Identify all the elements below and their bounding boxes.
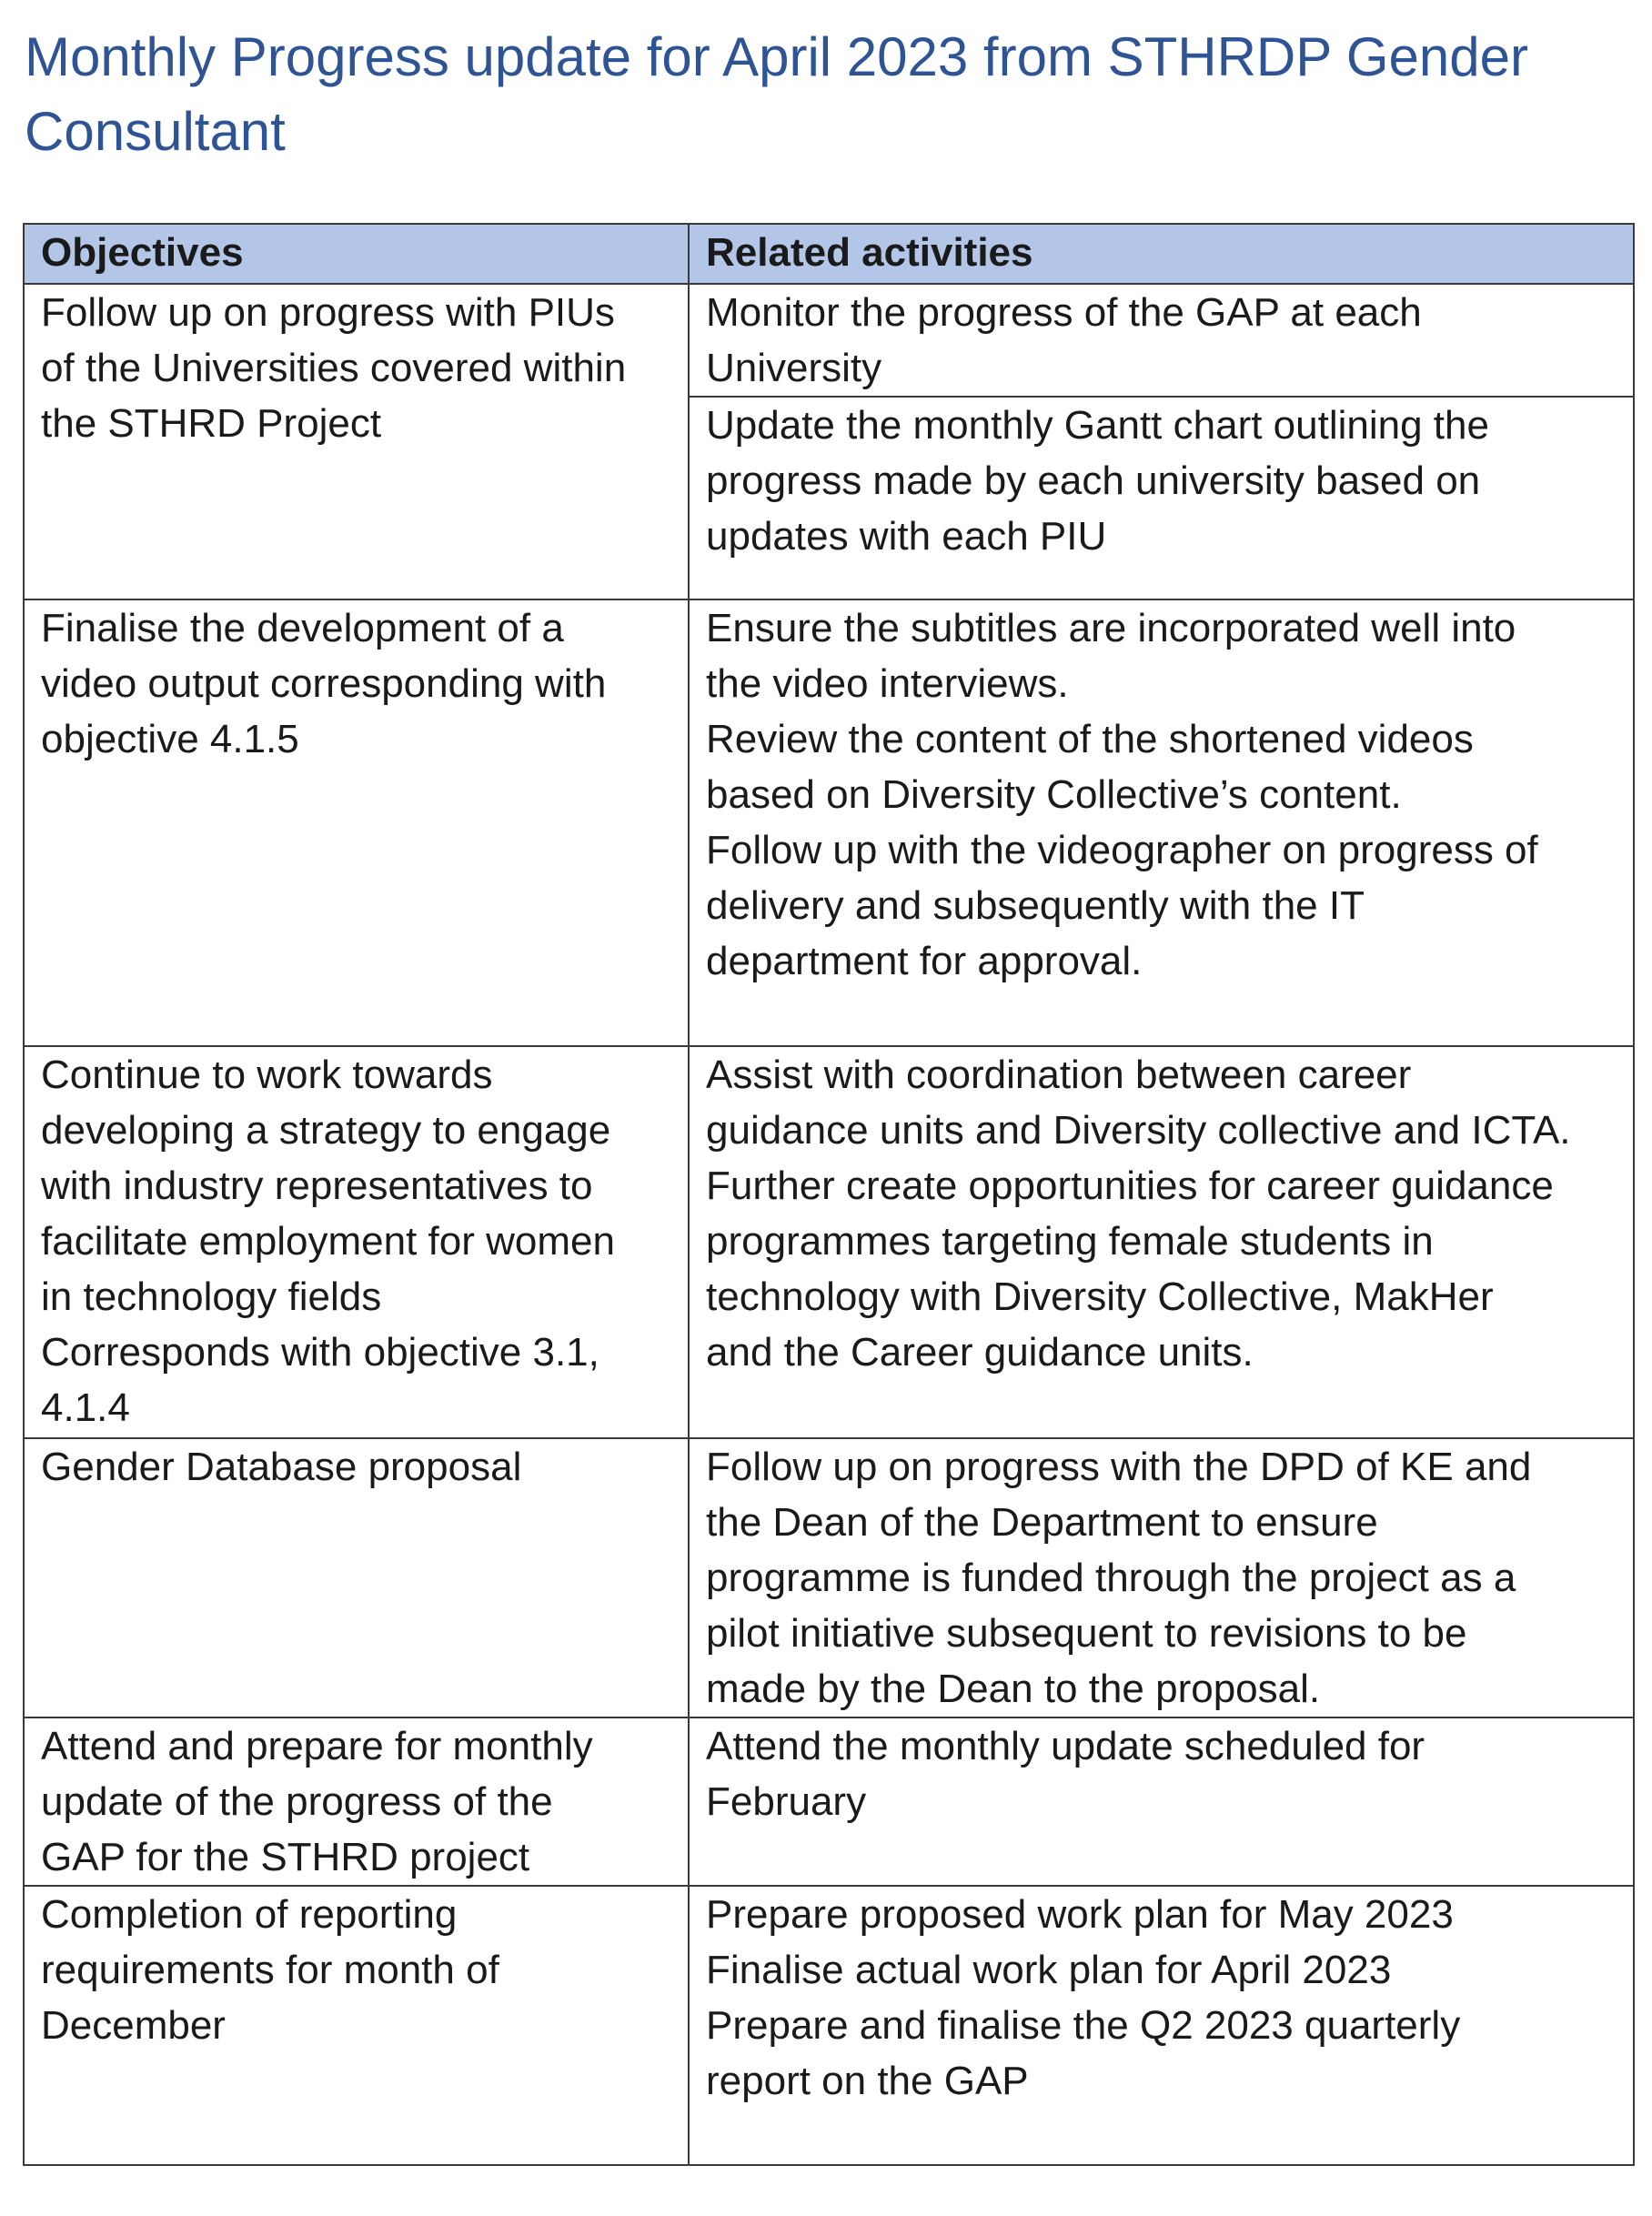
- activity-item: [706, 822, 1617, 989]
- activity-line: Ensure the subtitles are incorporated well into: [706, 606, 1516, 650]
- objective-line: Corresponds with objective 3.1,: [41, 1330, 599, 1375]
- objective-line: Follow up on progress with PIUs: [41, 290, 615, 335]
- objective-line: in technology fields: [41, 1274, 382, 1319]
- objective-line: requirements for month of: [41, 1948, 499, 1992]
- objective-line: December: [41, 2003, 226, 2048]
- activity-item: [706, 1439, 1617, 1717]
- objective-line: Attend and prepare for monthly: [41, 1724, 593, 1768]
- objective-cell: [24, 599, 689, 1046]
- objective-line: GAP for the STHRD project: [41, 1835, 530, 1879]
- page-title: [25, 20, 1607, 169]
- progress-table-container: [23, 223, 1633, 2166]
- activities-cell: [689, 1886, 1634, 2165]
- objective-line: Completion of reporting: [41, 1892, 458, 1937]
- activities-cell: [689, 1717, 1634, 1886]
- activity-line: University: [706, 346, 882, 390]
- objective-line: update of the progress of the: [41, 1779, 553, 1824]
- activity-line: Follow up with the videographer on progress of: [706, 828, 1538, 872]
- objective-line: of the Universities covered within: [41, 346, 627, 390]
- activity-line: Review the content of the shortened videos: [706, 717, 1474, 761]
- activity-line: Attend the monthly update scheduled for: [706, 1724, 1425, 1768]
- header-related-activities: Related activities: [689, 224, 1634, 284]
- table-row: [24, 284, 1634, 599]
- activity-line: based on Diversity Collective’s content.: [706, 772, 1402, 817]
- activity-item: [706, 1718, 1617, 1829]
- table-row: [24, 1886, 1634, 2165]
- page-title-line: Consultant: [25, 101, 286, 162]
- objective-cell: [24, 1438, 689, 1717]
- header-objectives: Objectives: [24, 224, 689, 284]
- objective-line: developing a strategy to engage: [41, 1108, 611, 1153]
- activity-line: made by the Dean to the proposal.: [706, 1667, 1321, 1711]
- activity-subcell: [690, 396, 1633, 564]
- activity-line: technology with Diversity Collective, MakHer: [706, 1274, 1494, 1319]
- objective-cell: [24, 1886, 689, 2165]
- table-header-row: [24, 224, 1634, 284]
- activity-line: guidance units and Diversity collective and ICTA.: [706, 1108, 1571, 1153]
- activity-line: Prepare proposed work plan for May 2023: [706, 1892, 1454, 1937]
- objective-line: with industry representatives to: [41, 1163, 593, 1208]
- activity-item: [706, 1047, 1617, 1158]
- activity-line: February: [706, 1779, 867, 1824]
- activity-line: Assist with coordination between career: [706, 1053, 1412, 1097]
- activities-cell: [689, 284, 1634, 599]
- activity-line: delivery and subsequently with the IT: [706, 883, 1365, 928]
- activity-line: Prepare and finalise the Q2 2023 quarterly: [706, 2003, 1461, 2048]
- activities-cell: [689, 1046, 1634, 1438]
- objective-line: 4.1.4: [41, 1385, 130, 1430]
- activity-line: Further create opportunities for career guidance: [706, 1163, 1554, 1208]
- activity-line: report on the GAP: [706, 2059, 1029, 2103]
- activity-item: [706, 600, 1617, 711]
- activity-line: the video interviews.: [706, 661, 1069, 706]
- table-row: [24, 1717, 1634, 1886]
- activity-line: Update the monthly Gantt chart outlining the: [706, 403, 1489, 448]
- progress-table: [23, 223, 1635, 2166]
- page-title-line: Monthly Progress update for April 2023 from STHRDP Gender: [25, 26, 1528, 87]
- objective-line: the STHRD Project: [41, 401, 382, 446]
- objective-cell: [24, 284, 689, 599]
- objective-line: Finalise the development of a: [41, 606, 564, 650]
- objective-line: objective 4.1.5: [41, 717, 299, 761]
- activity-item: [706, 1998, 1617, 2109]
- objective-line: Gender Database proposal: [41, 1445, 522, 1489]
- activity-item: [706, 711, 1617, 822]
- activity-line: programmes targeting female students in: [706, 1219, 1434, 1264]
- activity-line: Monitor the progress of the GAP at each: [706, 290, 1422, 335]
- activity-line: Finalise actual work plan for April 2023: [706, 1948, 1392, 1992]
- objective-line: facilitate employment for women: [41, 1219, 615, 1264]
- activity-item: [706, 1887, 1617, 1942]
- activity-line: programme is funded through the project as a: [706, 1556, 1516, 1600]
- activity-line: and the Career guidance units.: [706, 1330, 1254, 1375]
- activity-item: [706, 1942, 1617, 1998]
- activity-line: pilot initiative subsequent to revisions to be: [706, 1611, 1467, 1656]
- table-row: [24, 1046, 1634, 1438]
- activity-line: the Dean of the Department to ensure: [706, 1500, 1378, 1545]
- activity-subcell: [690, 285, 1633, 396]
- objective-cell: [24, 1717, 689, 1886]
- activity-line: Follow up on progress with the DPD of KE and: [706, 1445, 1532, 1489]
- objective-line: Continue to work towards: [41, 1053, 493, 1097]
- activity-line: progress made by each university based on: [706, 458, 1481, 503]
- activity-item: [706, 1158, 1617, 1380]
- objective-cell: [24, 1046, 689, 1438]
- activities-cell: [689, 1438, 1634, 1717]
- activities-cell: [689, 599, 1634, 1046]
- table-row: [24, 1438, 1634, 1717]
- activity-line: department for approval.: [706, 939, 1143, 983]
- table-row: [24, 599, 1634, 1046]
- objective-line: video output corresponding with: [41, 661, 607, 706]
- activity-line: updates with each PIU: [706, 514, 1107, 559]
